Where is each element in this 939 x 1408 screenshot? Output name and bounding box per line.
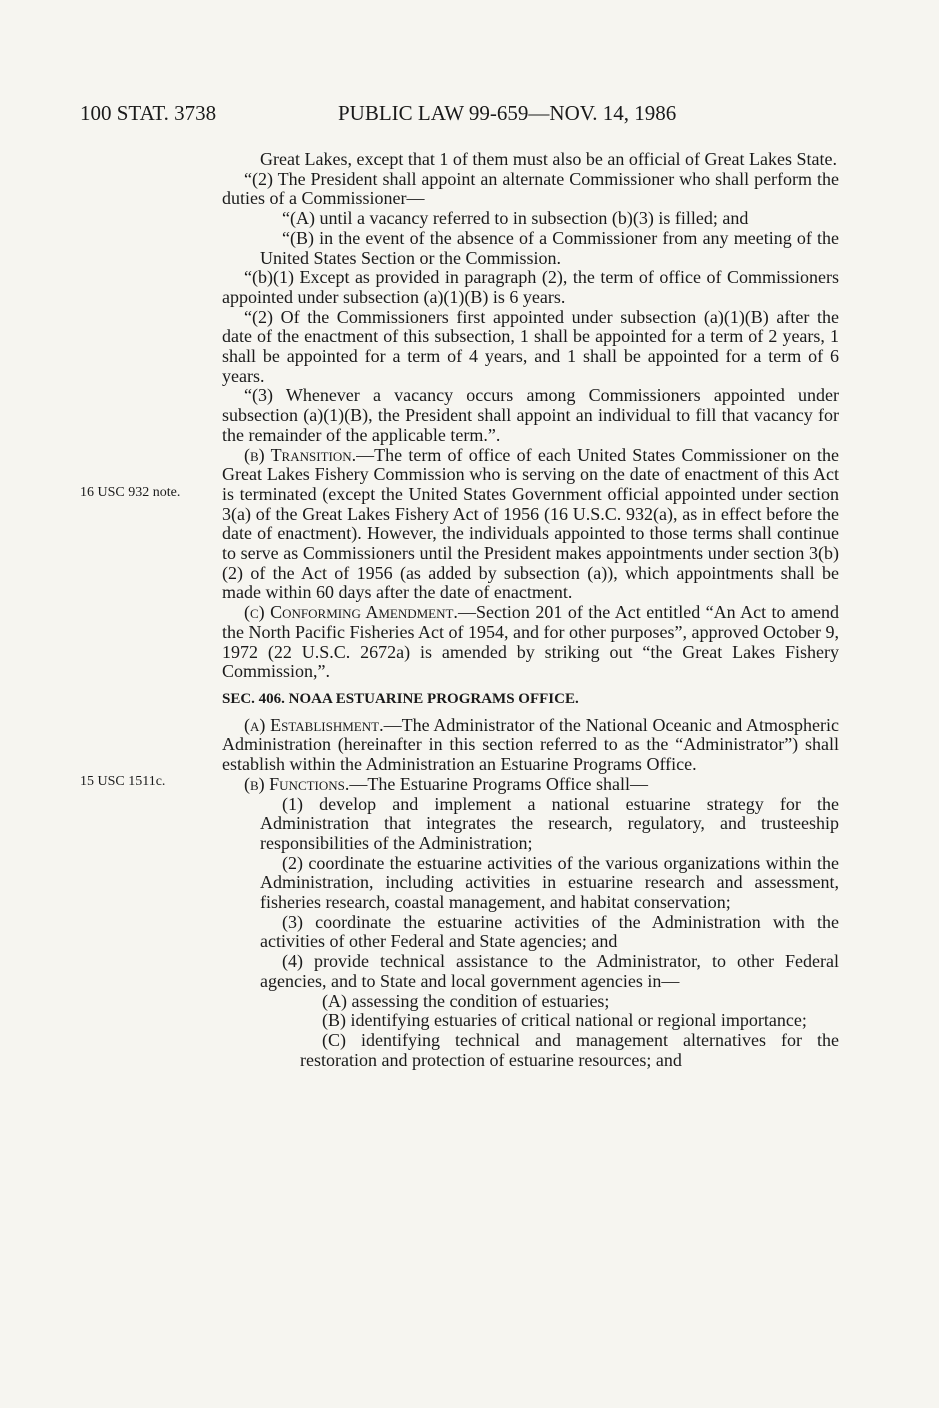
paragraph: (B) identifying estuaries of critical national or regional importance;	[322, 1010, 807, 1031]
paragraph: “(2) Of the Commissioners first appointed under subsection (a)(1)(B) after the date of the enactment of this subsection, 1 shall be appointed for a term of 2 years, 1 shall be appointed for a term of 4 years, and 1 shall be appointed for a term of 6 years.	[222, 306, 839, 386]
subsection-body: —The Estuarine Programs Office shall—	[349, 773, 648, 794]
margin-note-usc-1511c: 15 USC 1511c.	[80, 774, 166, 789]
paragraph: “(2) The President shall appoint an alternate Commissioner who shall perform the duties of a Commissioner—	[222, 168, 839, 209]
paragraph-transition	[222, 446, 839, 604]
section-heading: SEC. 406. NOAA ESTUARINE PROGRAMS OFFICE.	[222, 690, 579, 707]
paragraph: Great Lakes, except that 1 of them must also be an official of Great Lakes State.	[260, 149, 837, 169]
subsection-heading: (c) Conforming Amendment.	[244, 602, 458, 623]
body-text	[222, 150, 839, 1070]
subsection-body: —The term of office of each United States Commissioner on the Great Lakes Fishery Commission who is serving on the date of enactment of this Act is terminated (except the United States Government official appointed under section 3(a) of the Great Lakes Fishery Act of 1956 (16 U.S.C. 932(a), as in effect before the date of enactment). However, the individuals appointed to those terms shall continue to serve as Commissioners until the President makes appointments under section 3(b)(2) of the Act of 1956 (as added by subsection (a)), which appointments shall be made within 60 days after the date of enactment.	[222, 444, 839, 603]
stat-page-number: 100 STAT. 3738	[80, 101, 217, 125]
paragraph: (3) coordinate the estuarine activities of the Administration with the activities of other Federal and State agencies; and	[260, 911, 839, 952]
paragraph-conforming-amendment	[222, 603, 839, 682]
paragraph: (4) provide technical assistance to the Administrator, to other Federal agencies, and to State and local government agencies in—	[260, 951, 839, 991]
subsection-body: —The Administrator of the National Oceanic and Atmospheric Administration (hereinafter in this section referred to as the “Administrator”) shall establish within the Administration an Estuarine Programs Office.	[222, 714, 840, 775]
paragraph: “(A) until a vacancy referred to in subsection (b)(3) is filled; and	[282, 208, 749, 229]
paragraph: (C) identifying technical and management alternatives for the restoration and protection of estuarine resources; and	[300, 1029, 839, 1070]
paragraph-establishment	[222, 716, 839, 775]
page-header	[80, 98, 840, 128]
subsection-heading: (a) Establishment.	[244, 714, 384, 735]
paragraph: “(B) in the event of the absence of a Commissioner from any meeting of the United States Section or the Commission.	[260, 227, 839, 268]
paragraph-functions	[222, 775, 839, 795]
subsection-heading: (b) Functions.	[244, 773, 350, 794]
public-law-title: PUBLIC LAW 99-659—NOV. 14, 1986	[338, 101, 677, 125]
paragraph: “(3) Whenever a vacancy occurs among Commissioners appointed under subsection (a)(1)(B), the President shall appoint an individual to fill that vacancy for the remainder of the applicable term.”.	[222, 385, 839, 445]
paragraph: (A) assessing the condition of estuaries;	[322, 990, 610, 1011]
paragraph: (2) coordinate the estuarine activities of the various organizations within the Administration, including activities in estuarine research and assessment, fisheries research, coastal management, and habitat conservation;	[260, 852, 839, 913]
subsection-heading: (b) Transition.	[244, 444, 357, 465]
paragraph: “(b)(1) Except as provided in paragraph (2), the term of office of Commissioners appointed under subsection (a)(1)(B) is 6 years.	[222, 267, 839, 307]
paragraph: (1) develop and implement a national estuarine strategy for the Administration that integrates the research, regulatory, and trusteeship responsibilities of the Administration;	[260, 793, 839, 853]
margin-note-usc-932: 16 USC 932 note.	[80, 485, 181, 500]
subsection-body: —Section 201 of the Act entitled “An Act to amend the North Pacific Fisheries Act of 1954, and for other purposes”, approved October 9, 1972 (22 U.S.C. 2672a) is amended by striking out “the Great Lakes Fishery Commission,”.	[222, 602, 839, 682]
